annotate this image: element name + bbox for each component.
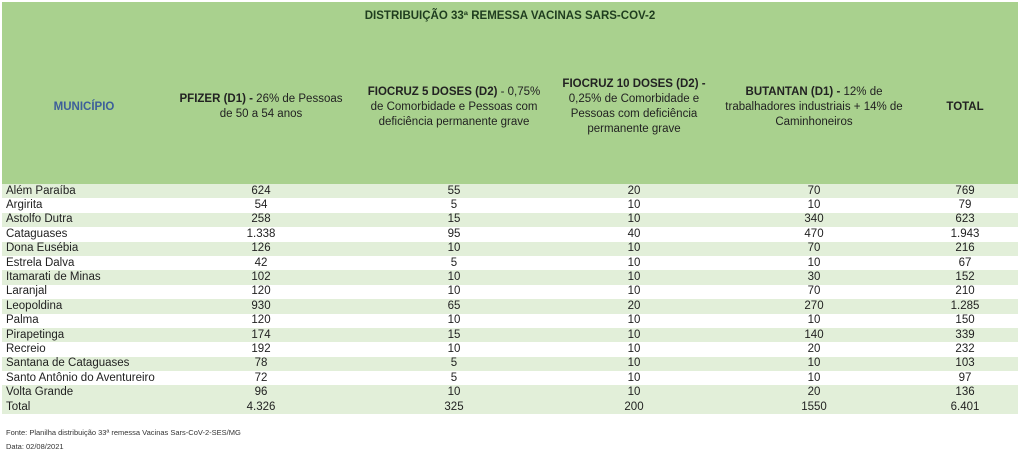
cell-pfizer: 72	[166, 371, 356, 385]
cell-fiocruz5: 5	[356, 198, 552, 212]
cell-municipio: Dona Eusébia	[2, 242, 166, 256]
cell-pfizer: 120	[166, 314, 356, 328]
cell-fiocruz10: 10	[552, 270, 716, 284]
cell-pfizer: 174	[166, 328, 356, 342]
cell-fiocruz10: 10	[552, 328, 716, 342]
cell-fiocruz5: 15	[356, 328, 552, 342]
table-row	[2, 242, 1018, 256]
cell-municipio: Leopoldina	[2, 299, 166, 313]
cell-fiocruz10: 10	[552, 371, 716, 385]
cell-municipio: Além Paraíba	[2, 184, 166, 198]
cell-fiocruz5: 95	[356, 227, 552, 241]
table-row	[2, 270, 1018, 284]
fiocruz5-header-desc: - 0,75% de Comorbidade e Pessoas com deficiência permanente grave	[370, 85, 541, 128]
cell-total: 97	[912, 371, 1018, 385]
table-row	[2, 357, 1018, 371]
cell-pfizer: 96	[166, 385, 356, 399]
cell-total-fiocruz5: 325	[356, 400, 552, 414]
cell-total: 210	[912, 285, 1018, 299]
totals-row	[2, 400, 1018, 414]
column-header-butantan	[716, 30, 912, 184]
cell-fiocruz5: 5	[356, 256, 552, 270]
cell-fiocruz5: 10	[356, 385, 552, 399]
cell-total: 1.285	[912, 299, 1018, 313]
cell-total-fiocruz10: 200	[552, 400, 716, 414]
cell-fiocruz10: 10	[552, 285, 716, 299]
cell-pfizer: 258	[166, 213, 356, 227]
cell-municipio: Palma	[2, 314, 166, 328]
column-header-fiocruz10	[552, 30, 716, 184]
table-row	[2, 328, 1018, 342]
cell-fiocruz5: 10	[356, 314, 552, 328]
column-header-municipio: MUNICÍPIO	[2, 30, 166, 184]
cell-municipio: Astolfo Dutra	[2, 213, 166, 227]
cell-fiocruz5: 55	[356, 184, 552, 198]
cell-fiocruz10: 10	[552, 242, 716, 256]
cell-pfizer: 78	[166, 357, 356, 371]
cell-total: 623	[912, 213, 1018, 227]
cell-fiocruz5: 10	[356, 342, 552, 356]
cell-fiocruz5: 10	[356, 270, 552, 284]
pfizer-header-bold: PFIZER (D1) -	[179, 93, 253, 105]
table-row	[2, 213, 1018, 227]
header-row	[2, 30, 1018, 184]
table-row	[2, 184, 1018, 198]
table-row	[2, 227, 1018, 241]
table-row	[2, 299, 1018, 313]
butantan-header-desc: 12% de trabalhadores industriais + 14% de Caminhoneiros	[725, 85, 903, 128]
distribution-table	[2, 2, 1018, 414]
cell-municipio: Santo Antônio do Aventureiro	[2, 371, 166, 385]
cell-butantan: 10	[716, 371, 912, 385]
cell-fiocruz10: 10	[552, 198, 716, 212]
cell-fiocruz10: 20	[552, 299, 716, 313]
cell-total: 216	[912, 242, 1018, 256]
cell-butantan: 70	[716, 184, 912, 198]
table-row	[2, 385, 1018, 399]
cell-butantan: 20	[716, 385, 912, 399]
cell-total: 152	[912, 270, 1018, 284]
cell-fiocruz5: 10	[356, 242, 552, 256]
column-header-fiocruz5	[356, 30, 552, 184]
cell-fiocruz5: 5	[356, 371, 552, 385]
cell-butantan: 10	[716, 314, 912, 328]
cell-fiocruz5: 10	[356, 285, 552, 299]
cell-fiocruz10: 10	[552, 256, 716, 270]
footer-date: Data: 02/08/2021	[6, 442, 64, 451]
butantan-header-bold: BUTANTAN (D1) -	[745, 85, 841, 98]
cell-butantan: 10	[716, 357, 912, 371]
cell-butantan: 70	[716, 285, 912, 299]
cell-fiocruz5: 65	[356, 299, 552, 313]
cell-fiocruz10: 20	[552, 184, 716, 198]
cell-butantan: 20	[716, 342, 912, 356]
cell-butantan: 10	[716, 198, 912, 212]
pfizer-header-desc: 26% de Pessoas de 50 a 54 anos	[219, 93, 343, 120]
cell-total: 1.943	[912, 227, 1018, 241]
cell-municipio: Santana de Cataguases	[2, 357, 166, 371]
cell-pfizer: 102	[166, 270, 356, 284]
fiocruz10-header-desc: 0,25% de Comorbidade e Pessoas com deficiência permanente grave	[568, 93, 700, 135]
cell-total: 103	[912, 357, 1018, 371]
cell-fiocruz5: 5	[356, 357, 552, 371]
cell-fiocruz10: 10	[552, 385, 716, 399]
table-row	[2, 371, 1018, 385]
cell-fiocruz10: 10	[552, 357, 716, 371]
table-row	[2, 314, 1018, 328]
cell-municipio: Laranjal	[2, 285, 166, 299]
cell-total: 150	[912, 314, 1018, 328]
cell-butantan: 30	[716, 270, 912, 284]
cell-butantan: 470	[716, 227, 912, 241]
cell-municipio: Volta Grande	[2, 385, 166, 399]
cell-municipio: Pirapetinga	[2, 328, 166, 342]
cell-fiocruz10: 40	[552, 227, 716, 241]
table-title: DISTRIBUIÇÃO 33ª REMESSA VACINAS SARS-COV-2	[2, 2, 1018, 30]
cell-pfizer: 120	[166, 285, 356, 299]
cell-pfizer: 930	[166, 299, 356, 313]
cell-total: 79	[912, 198, 1018, 212]
cell-pfizer: 54	[166, 198, 356, 212]
cell-total-butantan: 1550	[716, 400, 912, 414]
cell-pfizer: 192	[166, 342, 356, 356]
cell-total: 232	[912, 342, 1018, 356]
cell-total: 769	[912, 184, 1018, 198]
cell-municipio: Recreio	[2, 342, 166, 356]
cell-total: 339	[912, 328, 1018, 342]
cell-fiocruz10: 10	[552, 213, 716, 227]
title-row	[2, 2, 1018, 30]
cell-butantan: 140	[716, 328, 912, 342]
cell-fiocruz10: 10	[552, 342, 716, 356]
table-row	[2, 285, 1018, 299]
cell-municipio: Itamarati de Minas	[2, 270, 166, 284]
cell-butantan: 270	[716, 299, 912, 313]
cell-fiocruz5: 15	[356, 213, 552, 227]
cell-total: 67	[912, 256, 1018, 270]
cell-pfizer: 624	[166, 184, 356, 198]
cell-municipio: Cataguases	[2, 227, 166, 241]
cell-pfizer: 126	[166, 242, 356, 256]
table-row	[2, 342, 1018, 356]
cell-total-pfizer: 4.326	[166, 400, 356, 414]
column-header-total: TOTAL	[912, 30, 1018, 184]
cell-municipio: Argirita	[2, 198, 166, 212]
fiocruz5-header-bold: FIOCRUZ 5 DOSES (D2)	[367, 85, 498, 98]
cell-pfizer: 42	[166, 256, 356, 270]
table-row	[2, 198, 1018, 212]
cell-pfizer: 1.338	[166, 227, 356, 241]
column-header-pfizer	[166, 30, 356, 184]
cell-butantan: 340	[716, 213, 912, 227]
cell-total-total: 6.401	[912, 400, 1018, 414]
cell-butantan: 10	[716, 256, 912, 270]
cell-butantan: 70	[716, 242, 912, 256]
cell-total: 136	[912, 385, 1018, 399]
table-row	[2, 256, 1018, 270]
footer-source: Fonte: Planilha distribuição 33ª remessa Vacinas Sars-CoV-2-SES/MG	[6, 428, 241, 437]
cell-fiocruz10: 10	[552, 314, 716, 328]
cell-municipio: Estrela Dalva	[2, 256, 166, 270]
cell-total-label: Total	[2, 400, 166, 414]
fiocruz10-header-bold: FIOCRUZ 10 DOSES (D2) -	[562, 78, 706, 90]
